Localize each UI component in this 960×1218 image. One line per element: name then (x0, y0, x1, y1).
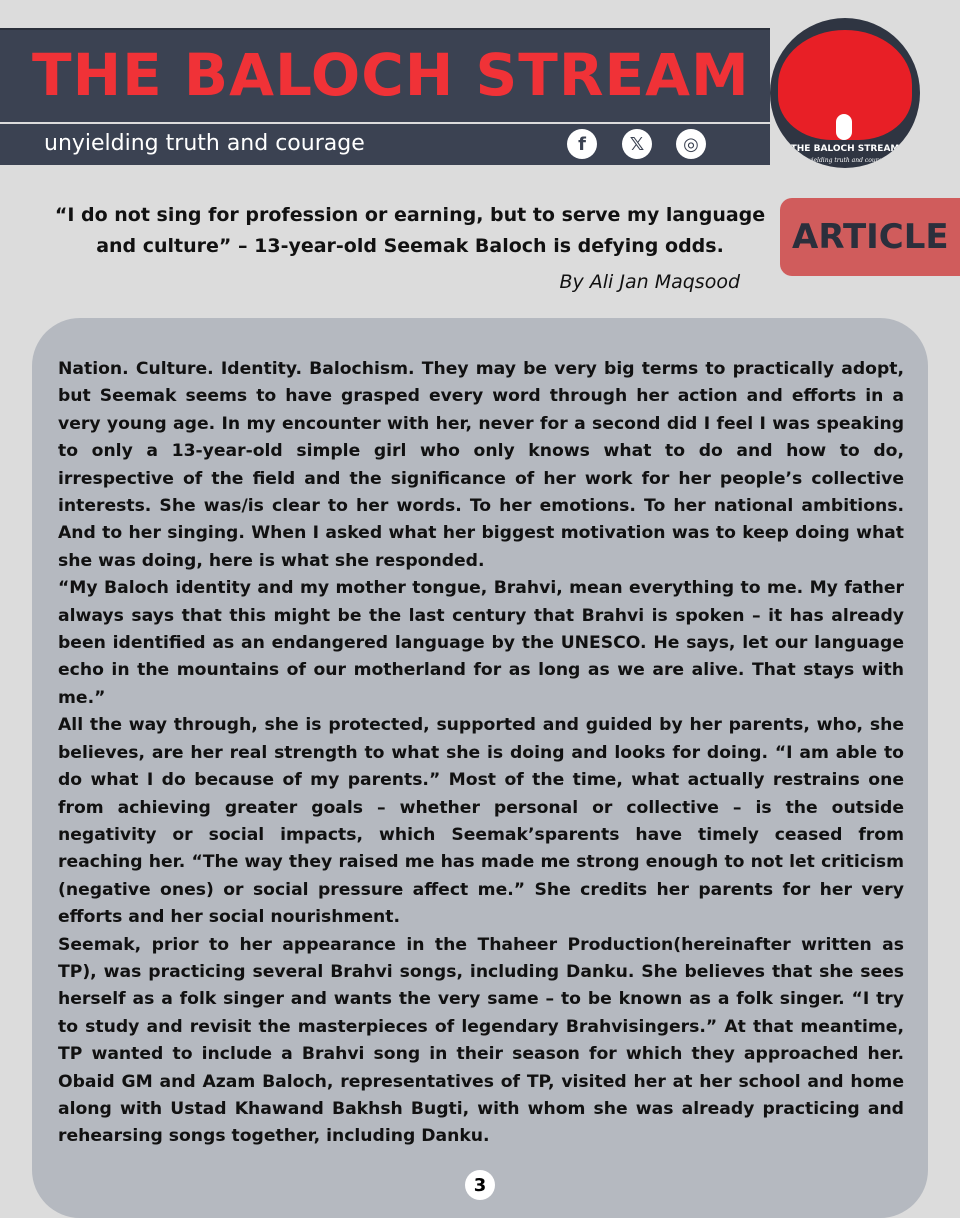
logo-tagline: unyielding truth and courage (800, 157, 890, 164)
facebook-icon[interactable]: f (567, 129, 597, 159)
masthead-title: THE BALOCH STREAM (32, 41, 750, 109)
article-byline: By Ali Jan Maqsood (559, 271, 740, 293)
article-headline: “I do not sing for profession or earning, but to serve my language and culture” – 13-year-old Seemak Baloch is defying odds. (54, 204, 766, 257)
article-body: Nation. Culture. Identity. Balochism. They may be very big terms to practically adopt, but Seemak seems to have grasped every word through her action and efforts in a very young age. In my encounter with her, never for a second did I feel I was speaking to only a 13-year-old simple girl who only knows what to do and how to do, irrespective of the field and the significance of her work for her people’s collective interests. She was/is clear to her words. To her emotions. To her national ambitions. And to her singing. When I asked what her biggest motivation was to keep doing what she was doing, here is what she responded. “My Baloch identity and my mother tongue, Brahvi, mean everything to me. My father always says that this might be the last century that Brahvi is spoken – it has already been identified as an endangered language by the UNESCO. He says, let our language echo in the mountains of our motherland for as long as we are alive. That stays with me.” All the way through, she is protected, supported and guided by her parents, who, she believes, are her real strength to what she is doing and looks for doing. “I am able to do what I do because of my parents.” Most of the time, what actually restrains one from achieving greater goals – whether personal or collective – is the outside negativity or social impacts, which Seemak’sparents have timely ceased from reaching her. “The way they raised me has made me strong enough to not let criticism (negative ones) or social pressure affect me.” She credits her parents for her very efforts and her social nourishment. Seemak, prior to her appearance in the Thaheer Production(hereinafter written as TP), was practicing several Brahvi songs, including Danku. She believes that she sees herself as a folk singer and wants the very same – to be known as a folk singer. “I try to study and revisit the masterpieces of legendary Brahvisingers.” At that meantime, TP wanted to include a Brahvi song in their season for which they approached her. Obaid GM and Azam Baloch, representatives of TP, visited her at her school and home along with Ustad Khawand Bakhsh Bugti, with whom she was already practicing and rehearsing songs together, including Danku. (58, 359, 904, 1147)
logo-name: THE BALOCH STREAM (790, 144, 900, 154)
instagram-icon[interactable]: ◎ (676, 129, 706, 159)
microphone-icon (836, 114, 852, 140)
logo (770, 18, 920, 168)
tagline: unyielding truth and courage (44, 131, 365, 156)
x-icon[interactable]: 𝕏 (622, 129, 652, 159)
article-badge: ARTICLE (780, 198, 960, 276)
page-number: 3 (465, 1170, 495, 1200)
